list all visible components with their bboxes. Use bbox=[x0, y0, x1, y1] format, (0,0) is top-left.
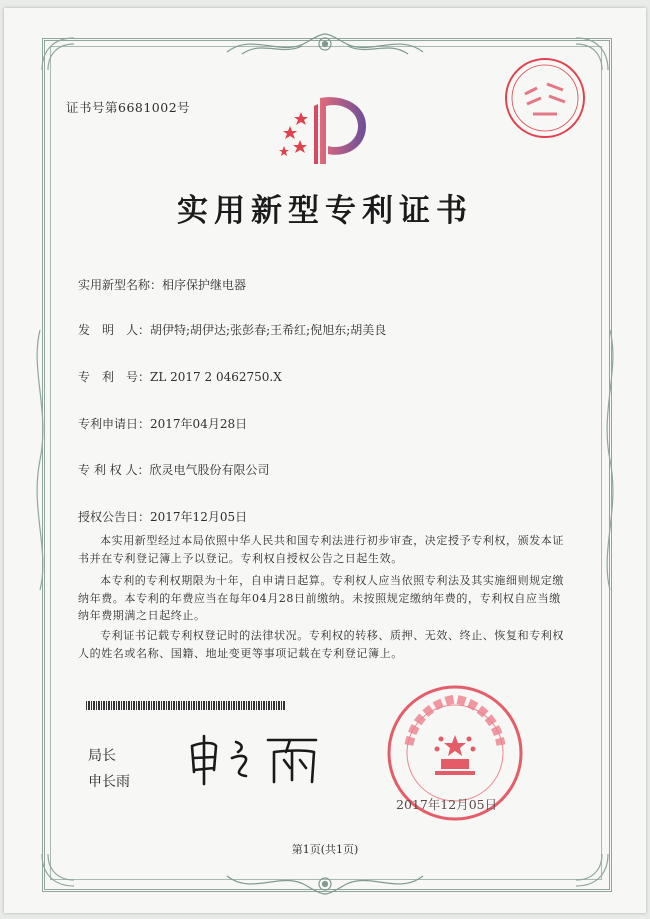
field-label: 专 利 号： bbox=[78, 370, 151, 384]
field-grant-date bbox=[78, 508, 247, 525]
top-ornament bbox=[222, 30, 428, 60]
certificate-title: 实用新型专利证书 bbox=[177, 193, 473, 229]
tax-bureau-seal bbox=[503, 56, 587, 140]
patent-office-logo bbox=[270, 92, 380, 172]
field-value: ZL 2017 2 0462750.X bbox=[150, 370, 282, 384]
barcode bbox=[86, 701, 286, 710]
field-label: 授权公告日： bbox=[78, 510, 151, 524]
certificate-number: 证书号第6681002号 bbox=[66, 100, 191, 115]
field-inventors bbox=[78, 321, 386, 338]
field-utility-model-name bbox=[78, 276, 246, 293]
field-label: 专 利 权 人： bbox=[78, 463, 150, 477]
field-value: 2017年04月28日 bbox=[150, 417, 248, 431]
field-value: 欣灵电气股份有限公司 bbox=[149, 463, 270, 477]
field-value: 胡伊特;胡伊达;张彭春;王希红;倪旭东;胡美良 bbox=[150, 323, 387, 337]
field-patentee bbox=[78, 461, 269, 478]
director-signature bbox=[186, 732, 336, 787]
paragraph-legal-status: 专利证书记载专利权登记时的法律状况。专利权的转移、质押、无效、终止、恢复和专利权人的姓名或名称、国籍、地址变更等事项记载在专利登记簿上。 bbox=[78, 629, 564, 660]
field-label: 发 明 人： bbox=[78, 323, 151, 337]
right-ornament bbox=[600, 330, 620, 590]
paragraph-term-and-fees: 本专利的专利权期限为十年，自申请日起算。专利权人应当依照专利法及其实施细则规定缴纳年费。本专利的年费应当在每年04月28日前缴纳。未按照规定缴纳年费的，专利权自应当缴纳年费期满之日起终止。 bbox=[78, 574, 564, 622]
left-ornament bbox=[30, 330, 50, 590]
field-label: 专利申请日： bbox=[78, 417, 151, 431]
corner-ornament-top-left bbox=[38, 34, 78, 74]
paragraph-grant-statement: 本实用新型经过本局依照中华人民共和国专利法进行初步审查，决定授予专利权，颁发本证书并在专利登记簿上予以登记。专利权自授权公告之日起生效。 bbox=[78, 534, 564, 565]
page-number: 第1页(共1页) bbox=[291, 843, 359, 856]
bottom-ornament bbox=[222, 868, 428, 898]
director-title: 局长 bbox=[88, 748, 116, 764]
director-name: 申长雨 bbox=[88, 774, 130, 790]
field-label: 实用新型名称： bbox=[78, 278, 163, 292]
field-value: 2017年12月05日 bbox=[150, 510, 248, 524]
field-application-date bbox=[78, 415, 247, 432]
issue-date: 2017年12月05日 bbox=[396, 797, 498, 812]
field-patent-number bbox=[78, 368, 282, 385]
field-value: 相序保护继电器 bbox=[162, 278, 247, 292]
